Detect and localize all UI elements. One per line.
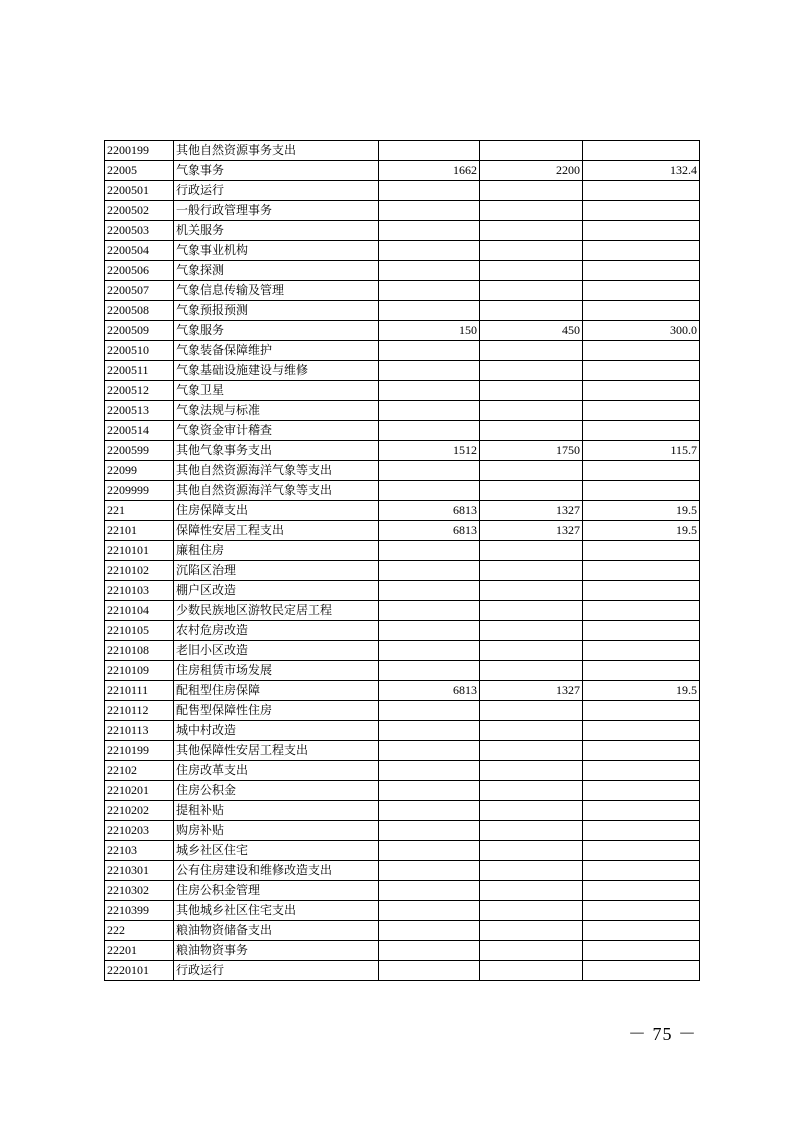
value-cell-3: [583, 141, 700, 161]
value-cell-3: [583, 301, 700, 321]
account-code-cell: 2210202: [105, 801, 174, 821]
table-row: [105, 481, 700, 501]
table-row: [105, 821, 700, 841]
value-cell-3: [583, 741, 700, 761]
account-name-cell: 粮油物资事务: [174, 941, 379, 961]
value-cell-2: [480, 961, 583, 981]
value-cell-2: [480, 281, 583, 301]
account-name-cell: 城中村改造: [174, 721, 379, 741]
value-cell-3: [583, 601, 700, 621]
value-cell-2: [480, 761, 583, 781]
value-cell-2: [480, 481, 583, 501]
table-row: [105, 661, 700, 681]
account-code-cell: 2200502: [105, 201, 174, 221]
account-name-cell: 机关服务: [174, 221, 379, 241]
value-cell-3: [583, 641, 700, 661]
account-code-cell: 2200507: [105, 281, 174, 301]
value-cell-3: [583, 221, 700, 241]
table-row: [105, 521, 700, 541]
table-row: [105, 301, 700, 321]
value-cell-3: 19.5: [583, 521, 700, 541]
account-name-cell: 保障性安居工程支出: [174, 521, 379, 541]
value-cell-1: [379, 461, 480, 481]
value-cell-2: [480, 421, 583, 441]
account-code-cell: 2210109: [105, 661, 174, 681]
account-code-cell: 2200501: [105, 181, 174, 201]
table-row: [105, 401, 700, 421]
value-cell-3: [583, 921, 700, 941]
value-cell-3: [583, 541, 700, 561]
value-cell-3: [583, 341, 700, 361]
table-row: [105, 781, 700, 801]
value-cell-2: [480, 541, 583, 561]
table-row: [105, 241, 700, 261]
account-code-cell: 2200509: [105, 321, 174, 341]
account-name-cell: 公有住房建设和维修改造支出: [174, 861, 379, 881]
account-name-cell: 配售型保障性住房: [174, 701, 379, 721]
page-number: － 75 －: [628, 1024, 697, 1044]
value-cell-2: [480, 201, 583, 221]
value-cell-1: [379, 641, 480, 661]
value-cell-2: [480, 261, 583, 281]
account-name-cell: 气象预报预测: [174, 301, 379, 321]
budget-table-body: [105, 141, 700, 981]
account-code-cell: 2210102: [105, 561, 174, 581]
value-cell-2: [480, 461, 583, 481]
value-cell-1: [379, 261, 480, 281]
value-cell-1: [379, 901, 480, 921]
account-name-cell: 气象事业机构: [174, 241, 379, 261]
value-cell-2: [480, 921, 583, 941]
account-code-cell: 22005: [105, 161, 174, 181]
value-cell-3: [583, 781, 700, 801]
table-row: [105, 561, 700, 581]
table-row: [105, 341, 700, 361]
value-cell-2: [480, 881, 583, 901]
value-cell-1: [379, 821, 480, 841]
value-cell-3: [583, 401, 700, 421]
account-code-cell: 2210301: [105, 861, 174, 881]
value-cell-2: 450: [480, 321, 583, 341]
value-cell-1: [379, 961, 480, 981]
value-cell-2: [480, 821, 583, 841]
value-cell-3: [583, 201, 700, 221]
value-cell-2: [480, 381, 583, 401]
account-code-cell: 22103: [105, 841, 174, 861]
value-cell-3: [583, 181, 700, 201]
account-name-cell: 气象法规与标准: [174, 401, 379, 421]
account-name-cell: 城乡社区住宅: [174, 841, 379, 861]
table-row: [105, 621, 700, 641]
account-code-cell: 2200599: [105, 441, 174, 461]
value-cell-2: [480, 221, 583, 241]
account-name-cell: 行政运行: [174, 961, 379, 981]
value-cell-3: [583, 881, 700, 901]
value-cell-2: [480, 841, 583, 861]
value-cell-2: [480, 301, 583, 321]
value-cell-2: [480, 661, 583, 681]
value-cell-1: [379, 661, 480, 681]
account-code-cell: 2210302: [105, 881, 174, 901]
account-name-cell: 廉租住房: [174, 541, 379, 561]
value-cell-2: 1750: [480, 441, 583, 461]
account-code-cell: 2200506: [105, 261, 174, 281]
value-cell-1: [379, 841, 480, 861]
value-cell-3: [583, 821, 700, 841]
value-cell-3: [583, 661, 700, 681]
account-name-cell: 提租补贴: [174, 801, 379, 821]
account-name-cell: 住房改革支出: [174, 761, 379, 781]
account-name-cell: 购房补贴: [174, 821, 379, 841]
account-name-cell: 老旧小区改造: [174, 641, 379, 661]
value-cell-3: [583, 421, 700, 441]
account-code-cell: 22101: [105, 521, 174, 541]
account-name-cell: 行政运行: [174, 181, 379, 201]
value-cell-3: [583, 481, 700, 501]
value-cell-2: 2200: [480, 161, 583, 181]
account-code-cell: 2210203: [105, 821, 174, 841]
table-row: [105, 581, 700, 601]
table-row: [105, 601, 700, 621]
value-cell-1: [379, 381, 480, 401]
value-cell-1: [379, 861, 480, 881]
account-name-cell: 其他自然资源海洋气象等支出: [174, 461, 379, 481]
value-cell-3: [583, 621, 700, 641]
account-code-cell: 2220101: [105, 961, 174, 981]
value-cell-2: 1327: [480, 681, 583, 701]
account-name-cell: 配租型住房保障: [174, 681, 379, 701]
value-cell-2: 1327: [480, 521, 583, 541]
value-cell-3: [583, 961, 700, 981]
account-name-cell: 粮油物资储备支出: [174, 921, 379, 941]
value-cell-2: [480, 801, 583, 821]
account-code-cell: 2209999: [105, 481, 174, 501]
value-cell-2: [480, 581, 583, 601]
account-code-cell: 2200503: [105, 221, 174, 241]
value-cell-1: 6813: [379, 681, 480, 701]
account-name-cell: 住房保障支出: [174, 501, 379, 521]
value-cell-1: 6813: [379, 501, 480, 521]
account-name-cell: 气象服务: [174, 321, 379, 341]
table-row: [105, 861, 700, 881]
value-cell-2: [480, 641, 583, 661]
value-cell-1: [379, 341, 480, 361]
value-cell-1: [379, 241, 480, 261]
value-cell-1: [379, 141, 480, 161]
value-cell-1: [379, 581, 480, 601]
account-code-cell: 22102: [105, 761, 174, 781]
value-cell-1: [379, 761, 480, 781]
account-name-cell: 其他自然资源事务支出: [174, 141, 379, 161]
table-row: [105, 901, 700, 921]
value-cell-1: [379, 701, 480, 721]
table-row: [105, 161, 700, 181]
table-row: [105, 281, 700, 301]
table-row: [105, 921, 700, 941]
table-row: [105, 441, 700, 461]
value-cell-3: [583, 701, 700, 721]
account-name-cell: 住房租赁市场发展: [174, 661, 379, 681]
account-name-cell: 气象装备保障维护: [174, 341, 379, 361]
account-name-cell: 气象资金审计稽查: [174, 421, 379, 441]
value-cell-2: [480, 241, 583, 261]
value-cell-3: [583, 941, 700, 961]
value-cell-3: [583, 381, 700, 401]
value-cell-2: [480, 181, 583, 201]
account-code-cell: 2200511: [105, 361, 174, 381]
table-row: [105, 761, 700, 781]
account-name-cell: 气象事务: [174, 161, 379, 181]
value-cell-3: 19.5: [583, 501, 700, 521]
account-code-cell: 2200513: [105, 401, 174, 421]
table-row: [105, 381, 700, 401]
account-name-cell: 气象信息传输及管理: [174, 281, 379, 301]
table-row: [105, 961, 700, 981]
account-code-cell: 22201: [105, 941, 174, 961]
value-cell-3: [583, 461, 700, 481]
value-cell-1: [379, 601, 480, 621]
value-cell-1: [379, 481, 480, 501]
value-cell-3: [583, 841, 700, 861]
budget-table: [104, 140, 700, 981]
value-cell-1: [379, 881, 480, 901]
value-cell-2: [480, 701, 583, 721]
account-code-cell: 2210399: [105, 901, 174, 921]
value-cell-1: [379, 721, 480, 741]
value-cell-2: [480, 141, 583, 161]
account-code-cell: 222: [105, 921, 174, 941]
value-cell-2: [480, 721, 583, 741]
table-row: [105, 541, 700, 561]
account-code-cell: 221: [105, 501, 174, 521]
account-code-cell: 2210111: [105, 681, 174, 701]
account-code-cell: 2210201: [105, 781, 174, 801]
value-cell-1: [379, 781, 480, 801]
value-cell-3: [583, 761, 700, 781]
value-cell-2: [480, 341, 583, 361]
table-row: [105, 721, 700, 741]
table-row: [105, 221, 700, 241]
table-row: [105, 881, 700, 901]
value-cell-2: [480, 561, 583, 581]
account-name-cell: 气象探测: [174, 261, 379, 281]
value-cell-3: [583, 261, 700, 281]
value-cell-3: [583, 901, 700, 921]
value-cell-3: [583, 281, 700, 301]
value-cell-1: 6813: [379, 521, 480, 541]
value-cell-3: 132.4: [583, 161, 700, 181]
account-code-cell: 2210104: [105, 601, 174, 621]
account-name-cell: 住房公积金管理: [174, 881, 379, 901]
account-name-cell: 一般行政管理事务: [174, 201, 379, 221]
account-code-cell: 2200504: [105, 241, 174, 261]
account-name-cell: 少数民族地区游牧民定居工程: [174, 601, 379, 621]
account-name-cell: 农村危房改造: [174, 621, 379, 641]
value-cell-1: [379, 941, 480, 961]
value-cell-1: [379, 201, 480, 221]
value-cell-1: [379, 801, 480, 821]
value-cell-2: [480, 901, 583, 921]
value-cell-1: [379, 181, 480, 201]
value-cell-1: [379, 561, 480, 581]
table-row: [105, 461, 700, 481]
table-row: [105, 841, 700, 861]
account-code-cell: 2210108: [105, 641, 174, 661]
table-row: [105, 741, 700, 761]
value-cell-3: [583, 561, 700, 581]
account-code-cell: 2200510: [105, 341, 174, 361]
account-code-cell: 2210113: [105, 721, 174, 741]
value-cell-1: [379, 541, 480, 561]
value-cell-3: [583, 721, 700, 741]
account-name-cell: 气象基础设施建设与维修: [174, 361, 379, 381]
table-row: [105, 361, 700, 381]
value-cell-1: 1512: [379, 441, 480, 461]
table-row: [105, 181, 700, 201]
value-cell-3: [583, 581, 700, 601]
account-name-cell: 沉陷区治理: [174, 561, 379, 581]
table-row: [105, 941, 700, 961]
value-cell-2: [480, 741, 583, 761]
value-cell-2: [480, 781, 583, 801]
value-cell-1: [379, 221, 480, 241]
value-cell-3: [583, 361, 700, 381]
table-row: [105, 641, 700, 661]
value-cell-1: [379, 741, 480, 761]
table-row: [105, 801, 700, 821]
value-cell-2: [480, 861, 583, 881]
account-code-cell: 2200199: [105, 141, 174, 161]
table-row: [105, 141, 700, 161]
table-row: [105, 321, 700, 341]
account-code-cell: 2210101: [105, 541, 174, 561]
value-cell-1: [379, 361, 480, 381]
value-cell-1: [379, 921, 480, 941]
value-cell-1: 150: [379, 321, 480, 341]
account-code-cell: 2210103: [105, 581, 174, 601]
table-row: [105, 201, 700, 221]
value-cell-2: 1327: [480, 501, 583, 521]
account-name-cell: 棚户区改造: [174, 581, 379, 601]
account-code-cell: 2200514: [105, 421, 174, 441]
table-row: [105, 261, 700, 281]
account-code-cell: 2210112: [105, 701, 174, 721]
table-row: [105, 701, 700, 721]
table-row: [105, 421, 700, 441]
value-cell-2: [480, 401, 583, 421]
value-cell-3: 300.0: [583, 321, 700, 341]
value-cell-3: [583, 801, 700, 821]
value-cell-3: 115.7: [583, 441, 700, 461]
value-cell-3: 19.5: [583, 681, 700, 701]
value-cell-3: [583, 861, 700, 881]
account-name-cell: 其他自然资源海洋气象等支出: [174, 481, 379, 501]
table-row: [105, 681, 700, 701]
value-cell-2: [480, 361, 583, 381]
account-name-cell: 其他气象事务支出: [174, 441, 379, 461]
value-cell-1: [379, 421, 480, 441]
account-code-cell: 2200508: [105, 301, 174, 321]
value-cell-2: [480, 941, 583, 961]
account-code-cell: 2210105: [105, 621, 174, 641]
account-code-cell: 2210199: [105, 741, 174, 761]
account-name-cell: 住房公积金: [174, 781, 379, 801]
value-cell-1: [379, 401, 480, 421]
value-cell-1: [379, 281, 480, 301]
account-name-cell: 其他城乡社区住宅支出: [174, 901, 379, 921]
value-cell-1: [379, 621, 480, 641]
account-name-cell: 其他保障性安居工程支出: [174, 741, 379, 761]
account-code-cell: 22099: [105, 461, 174, 481]
account-code-cell: 2200512: [105, 381, 174, 401]
table-row: [105, 501, 700, 521]
value-cell-2: [480, 601, 583, 621]
value-cell-3: [583, 241, 700, 261]
account-name-cell: 气象卫星: [174, 381, 379, 401]
value-cell-2: [480, 621, 583, 641]
value-cell-1: [379, 301, 480, 321]
value-cell-1: 1662: [379, 161, 480, 181]
